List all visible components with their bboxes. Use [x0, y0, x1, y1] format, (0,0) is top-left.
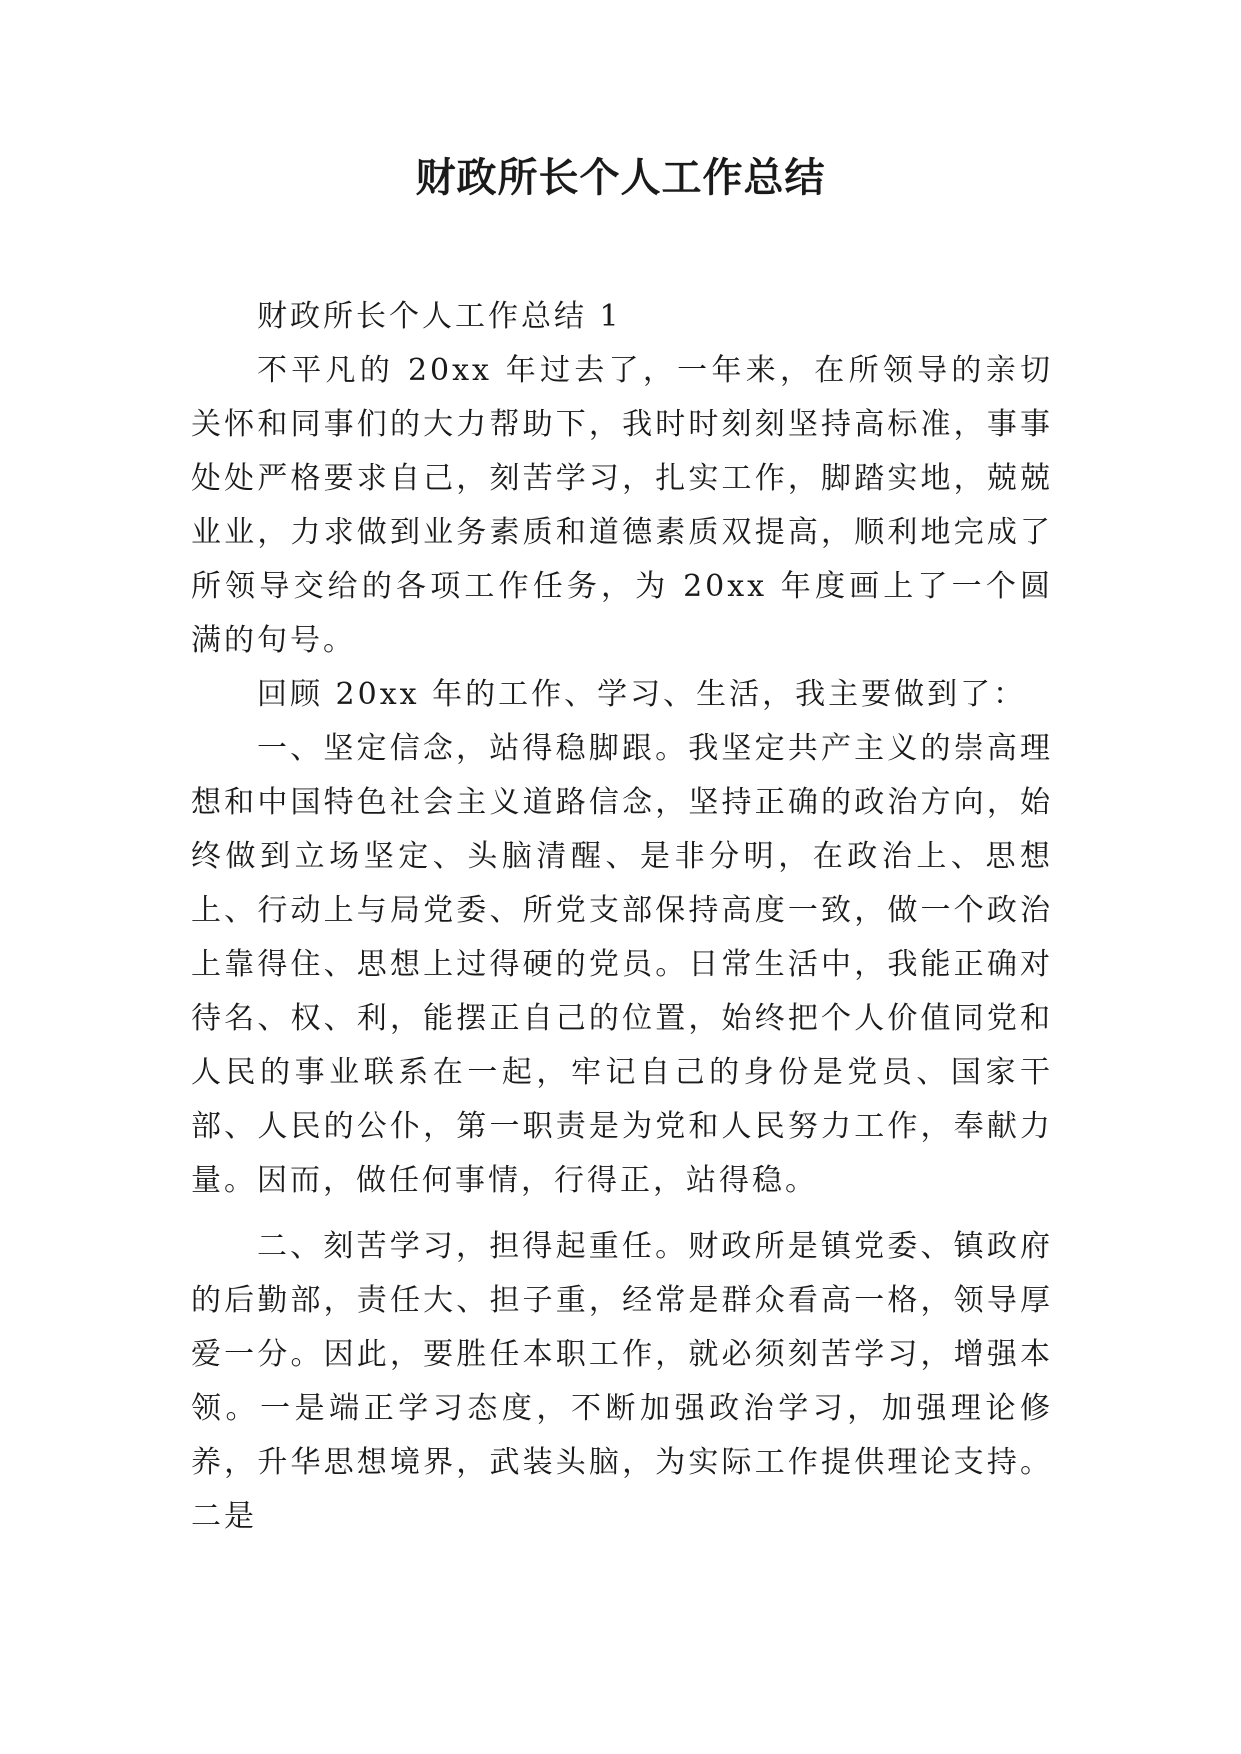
paragraph-review: 回顾 20xx 年的工作、学习、生活，我主要做到了： [257, 677, 1027, 712]
paragraph-point-one: 一、坚定信念，站得稳脚跟。我坚定共产主义的崇高理想和中国特色社会主义道路信念，坚持正确的政治方向，始终做到立场坚定、头脑清醒、是非分明，在政治上、思想上、行动上与局党委、所党支部保持高度一致，做一个政治上靠得住、思想上过得硬的党员。日常生活中，我能正确对待名、权、利，能摆正自己的位置，始终把个人价值同党和人民的事业联系在一起，牢记自己的身份是党员、国家干部、人民的公仆，第一职责是为党和人民努力工作，奉献力量。因而，做任何事情，行得正，站得稳。 [191, 731, 1053, 1198]
document-body [191, 290, 1053, 1544]
paragraph-intro: 不平凡的 20xx 年过去了，一年来，在所领导的亲切关怀和同事们的大力帮助下，我时时刻刻坚持高标准，事事处处严格要求自己，刻苦学习，扎实工作，脚踏实地，兢兢业业，力求做到业务素质和道德素质双提高，顺利地完成了所领导交给的各项工作任务，为 20xx 年度画上了一个圆满的句号。 [191, 353, 1053, 658]
section-heading: 财政所长个人工作总结 1 [257, 299, 622, 334]
document-title: 财政所长个人工作总结 [415, 155, 826, 201]
paragraph-point-two: 二、刻苦学习，担得起重任。财政所是镇党委、镇政府的后勤部，责任大、担子重，经常是群众看高一格，领导厚爱一分。因此，要胜任本职工作，就必须刻苦学习，增强本领。一是端正学习态度，不断加强政治学习，加强理论修养，升华思想境界，武装头脑，为实际工作提供理论支持。二是 [191, 1229, 1053, 1534]
